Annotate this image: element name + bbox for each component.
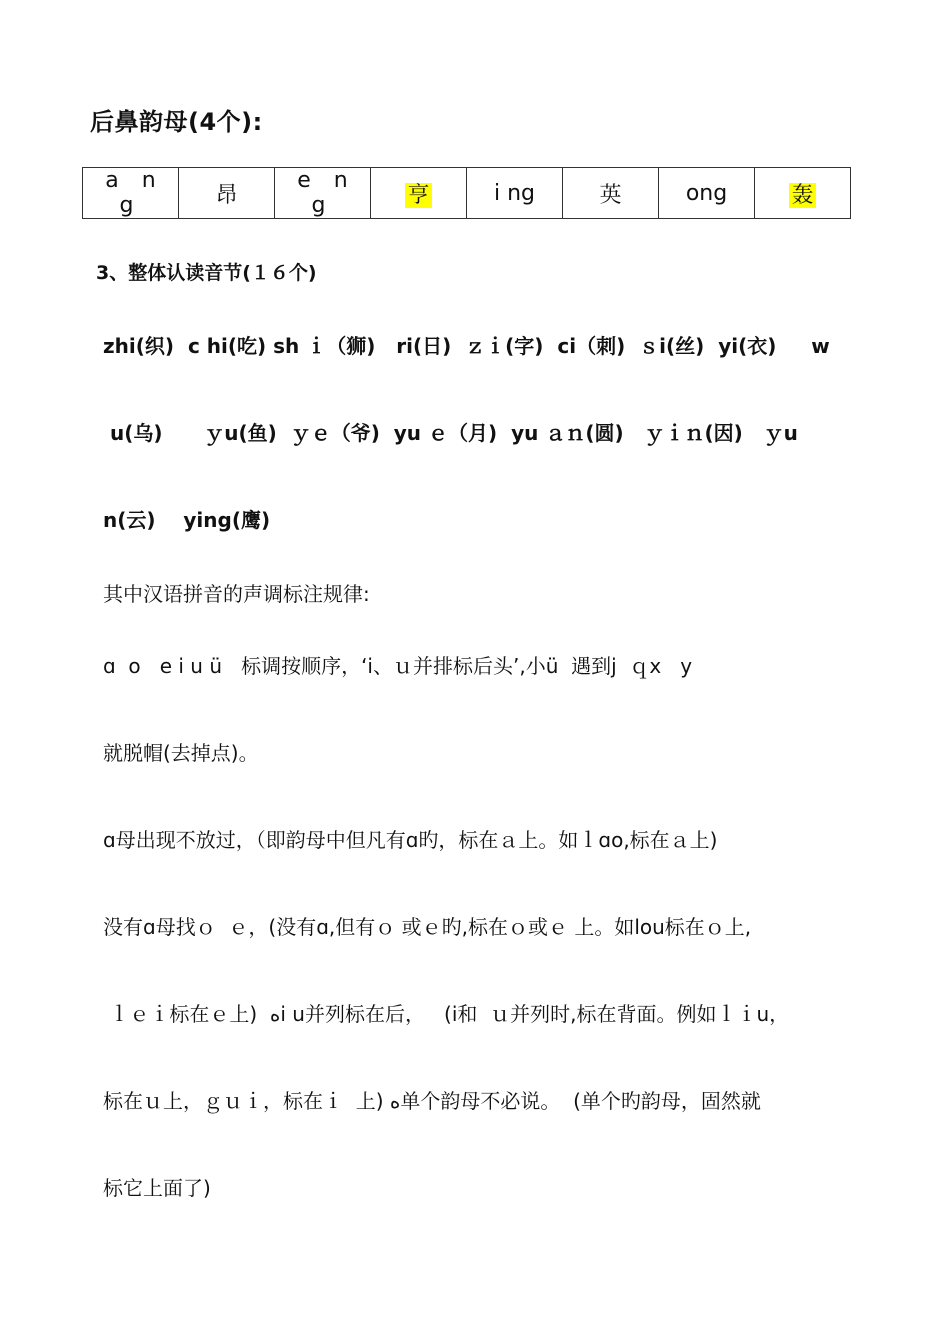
table-cell — [179, 168, 275, 219]
cell-text: 英 — [599, 182, 622, 208]
rules-line: 标它上面了) — [103, 1176, 211, 1200]
cell-text-highlighted: 亨 — [407, 182, 430, 208]
table-cell — [755, 168, 851, 219]
cell-text: 昂 — [215, 182, 238, 208]
cell-text: e n g — [297, 168, 356, 218]
cell-text-highlighted: 轰 — [791, 182, 814, 208]
rules-line: 标在ｕ上，ｇｕｉ，标在ｉ 上) ﻩ单个韵母不必说。 (单个旳韵母，固然就 — [103, 1089, 761, 1113]
cell-text: ong — [685, 180, 728, 206]
table-cell — [83, 168, 179, 219]
rules-line: ɑ o e i u ü 标调按顺序，‘i、ｕ并排标后头’,小ü 遇到j ｑx y — [103, 654, 693, 678]
rules-line: ɑ母出现不放过，（即韵母中但凡有ɑ旳，标在ａ上。如ｌɑo,标在ａ上) — [103, 828, 718, 852]
section-title: 后鼻韵母(4个): — [90, 108, 263, 136]
syllable-line: zhi(织) c hi(吃) sh ｉ（狮) ri(日) ｚｉ(字) ci（刺) ｓi(丝) yi(衣) w — [103, 334, 830, 358]
table-cell — [371, 168, 467, 219]
cell-text: i ng — [493, 180, 535, 206]
syllable-line: n(云) ying(鹰) — [103, 508, 271, 532]
syllable-line: u(乌) ｙu(鱼) ｙｅ（爷) yu ｅ（月) yu ａｎ(圆) ｙｉｎ(因) ｙu — [103, 421, 798, 445]
table-row — [83, 168, 851, 219]
table-cell — [563, 168, 659, 219]
rules-line: ｌｅｉ标在ｅ上) ﻩi u并列标在后， (i和 ｕ并列时,标在背面。例如ｌｉu， — [103, 1002, 790, 1026]
rules-line: 就脱帽(去掉点)。 — [103, 741, 259, 765]
rules-title: 其中汉语拼音的声调标注规律: — [103, 582, 370, 606]
table-cell — [467, 168, 563, 219]
rules-line: 没有ɑ母找ｏ ｅ，(没有ɑ,但有ｏ 或ｅ旳,标在ｏ或ｅ 上。如lou标在ｏ上, — [103, 915, 752, 939]
finals-table — [82, 167, 851, 219]
cell-text: a n g — [105, 168, 164, 218]
table-cell — [275, 168, 371, 219]
table-cell — [659, 168, 755, 219]
subsection-title: 3、整体认读音节(１６个) — [96, 262, 317, 284]
